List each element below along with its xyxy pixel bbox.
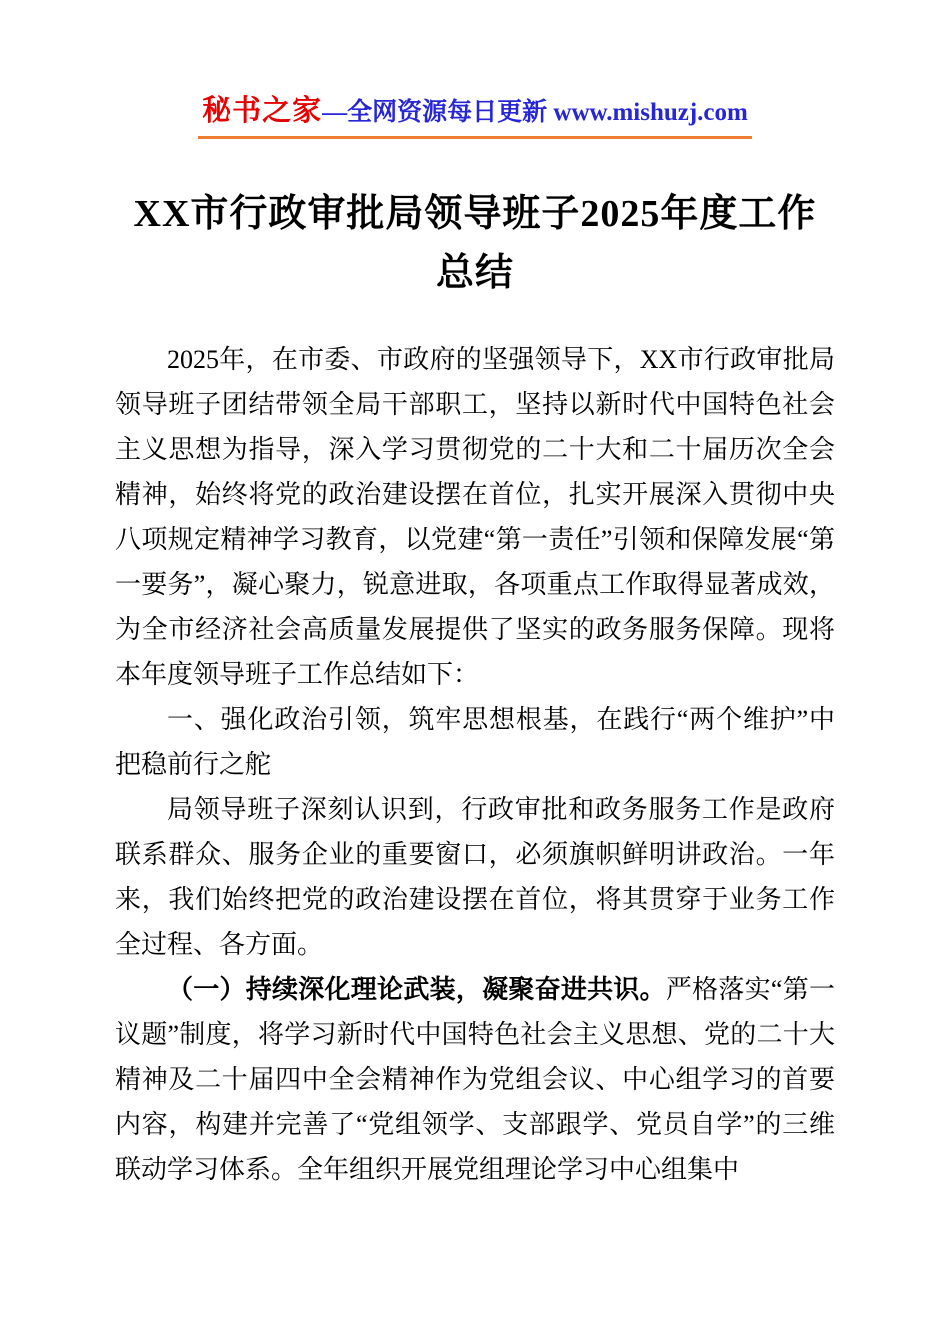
section-heading-1: 一、强化政治引领，筑牢思想根基，在践行“两个维护”中把稳前行之舵 [115,704,835,779]
masthead-tagline: —全网资源每日更新 [322,99,554,126]
masthead-text [198,88,752,139]
paragraph-intro: 2025年，在市委、市政府的坚强领导下，XX市行政审批局领导班子团结带领全局干部职工，坚持以新时代中国特色社会主义思想为指导，深入学习贯彻党的二十大和二十届历次全会精神，始终将党的政治建设摆在首位，扎实开展深入贯彻中央八项规定精神学习教育，以党建“第一责任”引领和保障发展“第一要务”，凝心聚力，锐意进取，各项重点工作取得显著成效，为全市经济社会高质量发展提供了坚实的政务服务保障。现将本年度领导班子工作总结如下： [115,344,835,689]
document-title: XX市行政审批局领导班子2025年度工作总结 [133,193,817,294]
paragraph-theory-text: 严格落实“第一议题”制度，将学习新时代中国特色社会主义思想、党的二十大精神及二十届四中全会精神作为党组会议、中心组学习的首要内容，构建并完善了“党组领学、支部跟学、党员自学”的三维联动学习体系。全年组织开展党组理论学习中心组集中 [115,974,835,1184]
masthead [0,88,950,139]
paragraph-theory-lead: （一）持续深化理论武装，凝聚奋进共识。 [167,974,666,1004]
document-body [115,337,835,1192]
site-name: 秘书之家 [202,95,323,127]
paragraph-political: 局领导班子深刻认识到，行政审批和政务服务工作是政府联系群众、服务企业的重要窗口，必须旗帜鲜明讲政治。一年来，我们始终把党的政治建设摆在首位，将其贯穿于业务工作全过程、各方面。 [115,794,835,959]
paragraph-theory [115,967,835,1192]
site-url-link[interactable]: www.mishuzj.com [553,99,748,126]
